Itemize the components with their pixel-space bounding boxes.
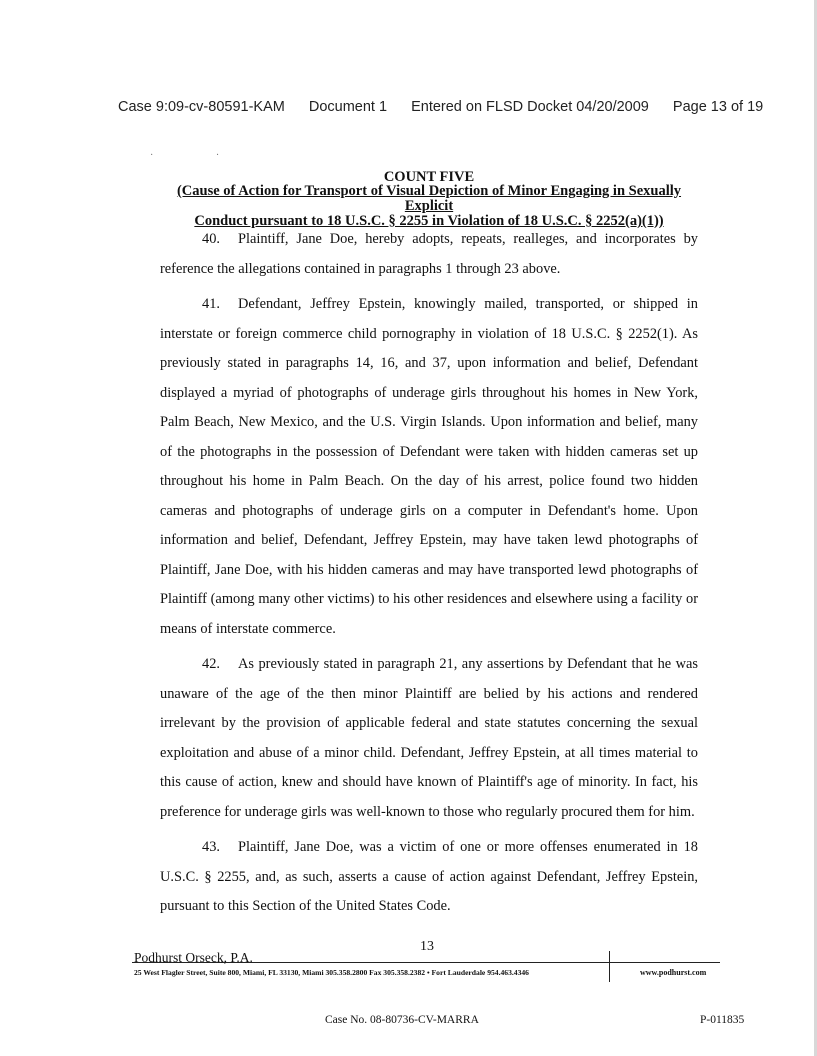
paragraph-43	[160, 833, 698, 922]
paragraph-text: Defendant, Jeffrey Epstein, knowingly mailed, transported, or shipped in interstate or foreign commerce child pornography in violation of 18 U.S.C. § 2252(1). As previously stated in paragraphs 14, 16, and 37, upon information and belief, Defendant displayed a myriad of photographs of underage girls throughout his homes in New York, Palm Beach, New Mexico, and the U.S. Virgin Islands. Upon information and belief, many of the photographs in the possession of Defendant were taken with hidden cameras set up throughout his home in Palm Beach. On the day of his arrest, police found two hidden cameras and photographs of underage girls on a computer in Defendant's home. Upon information and belief, Defendant, Jeffrey Epstein, may have taken lewd photographs of Plaintiff, Jane Doe, with his hidden cameras and may have transported lewd photographs of Plaintiff (among many other victims) to his other residences and elsewhere using a facility or means of interstate commerce.	[160, 296, 698, 637]
document-body	[160, 225, 698, 928]
firm-address: 25 West Flagler Street, Suite 800, Miami, FL 33130, Miami 305.358.2800 Fax 305.358.2382 • Fort Lauderdale 954.463.4346	[134, 968, 529, 977]
paragraph-number: 40.	[202, 231, 220, 247]
firm-name: Podhurst Orseck, P.A.	[134, 950, 253, 965]
court-header	[118, 99, 764, 115]
page-indicator: Page 13 of 19	[672, 99, 764, 115]
paragraph-number: 42.	[202, 656, 220, 672]
paragraph-text: Plaintiff, Jane Doe, was a victim of one or more offenses enumerated in 18 U.S.C. § 2255, and, as such, asserts a cause of action against Defendant, Jeffrey Epstein, pursuant to this Section of the United States Code.	[160, 839, 698, 914]
paragraph-40	[160, 225, 698, 284]
paragraph-text: As previously stated in paragraph 21, any assertions by Defendant that he was unaware of the age of the then minor Plaintiff are belied by his actions and rendered irrelevant by the provision of applicable federal and state statutes concerning the sexual exploitation and abuse of a minor child. Defendant, Jeffrey Epstein, at all times material to this cause of action, knew and should have known of Plaintiff's age of minority. In fact, his preference for underage girls was well-known to those who regularly procured them for him.	[160, 656, 698, 820]
page-number: 13	[420, 939, 434, 954]
paragraph-number: 41.	[202, 296, 220, 312]
footer-divider	[132, 962, 720, 963]
case-number: Case 9:09-cv-80591-KAM	[118, 99, 285, 115]
paragraph-number: 43.	[202, 839, 220, 855]
section-title: COUNT FIVE	[383, 169, 475, 185]
paragraph-42	[160, 650, 698, 827]
paragraph-41	[160, 290, 698, 644]
scan-specks: · ·	[150, 150, 250, 161]
paragraph-text: Plaintiff, Jane Doe, hereby adopts, repeats, realleges, and incorporates by reference the allegations contained in paragraphs 1 through 23 above.	[160, 231, 698, 277]
footer-separator	[609, 951, 610, 982]
bates-number: P-011835	[700, 1014, 745, 1026]
subtitle-line-2: Conduct pursuant to 18 U.S.C. § 2255 in Violation of 18 U.S.C. § 2252(a)(1))	[194, 213, 664, 229]
document-number: Document 1	[308, 99, 388, 115]
case-footer: Case No. 08-80736-CV-MARRA	[325, 1014, 479, 1026]
subtitle-line-1: (Cause of Action for Transport of Visual Depiction of Minor Engaging in Sexually Explicit	[176, 183, 682, 214]
section-subtitle	[160, 184, 698, 229]
firm-website: www.podhurst.com	[640, 968, 707, 977]
docket-entry: Entered on FLSD Docket 04/20/2009	[411, 99, 649, 115]
